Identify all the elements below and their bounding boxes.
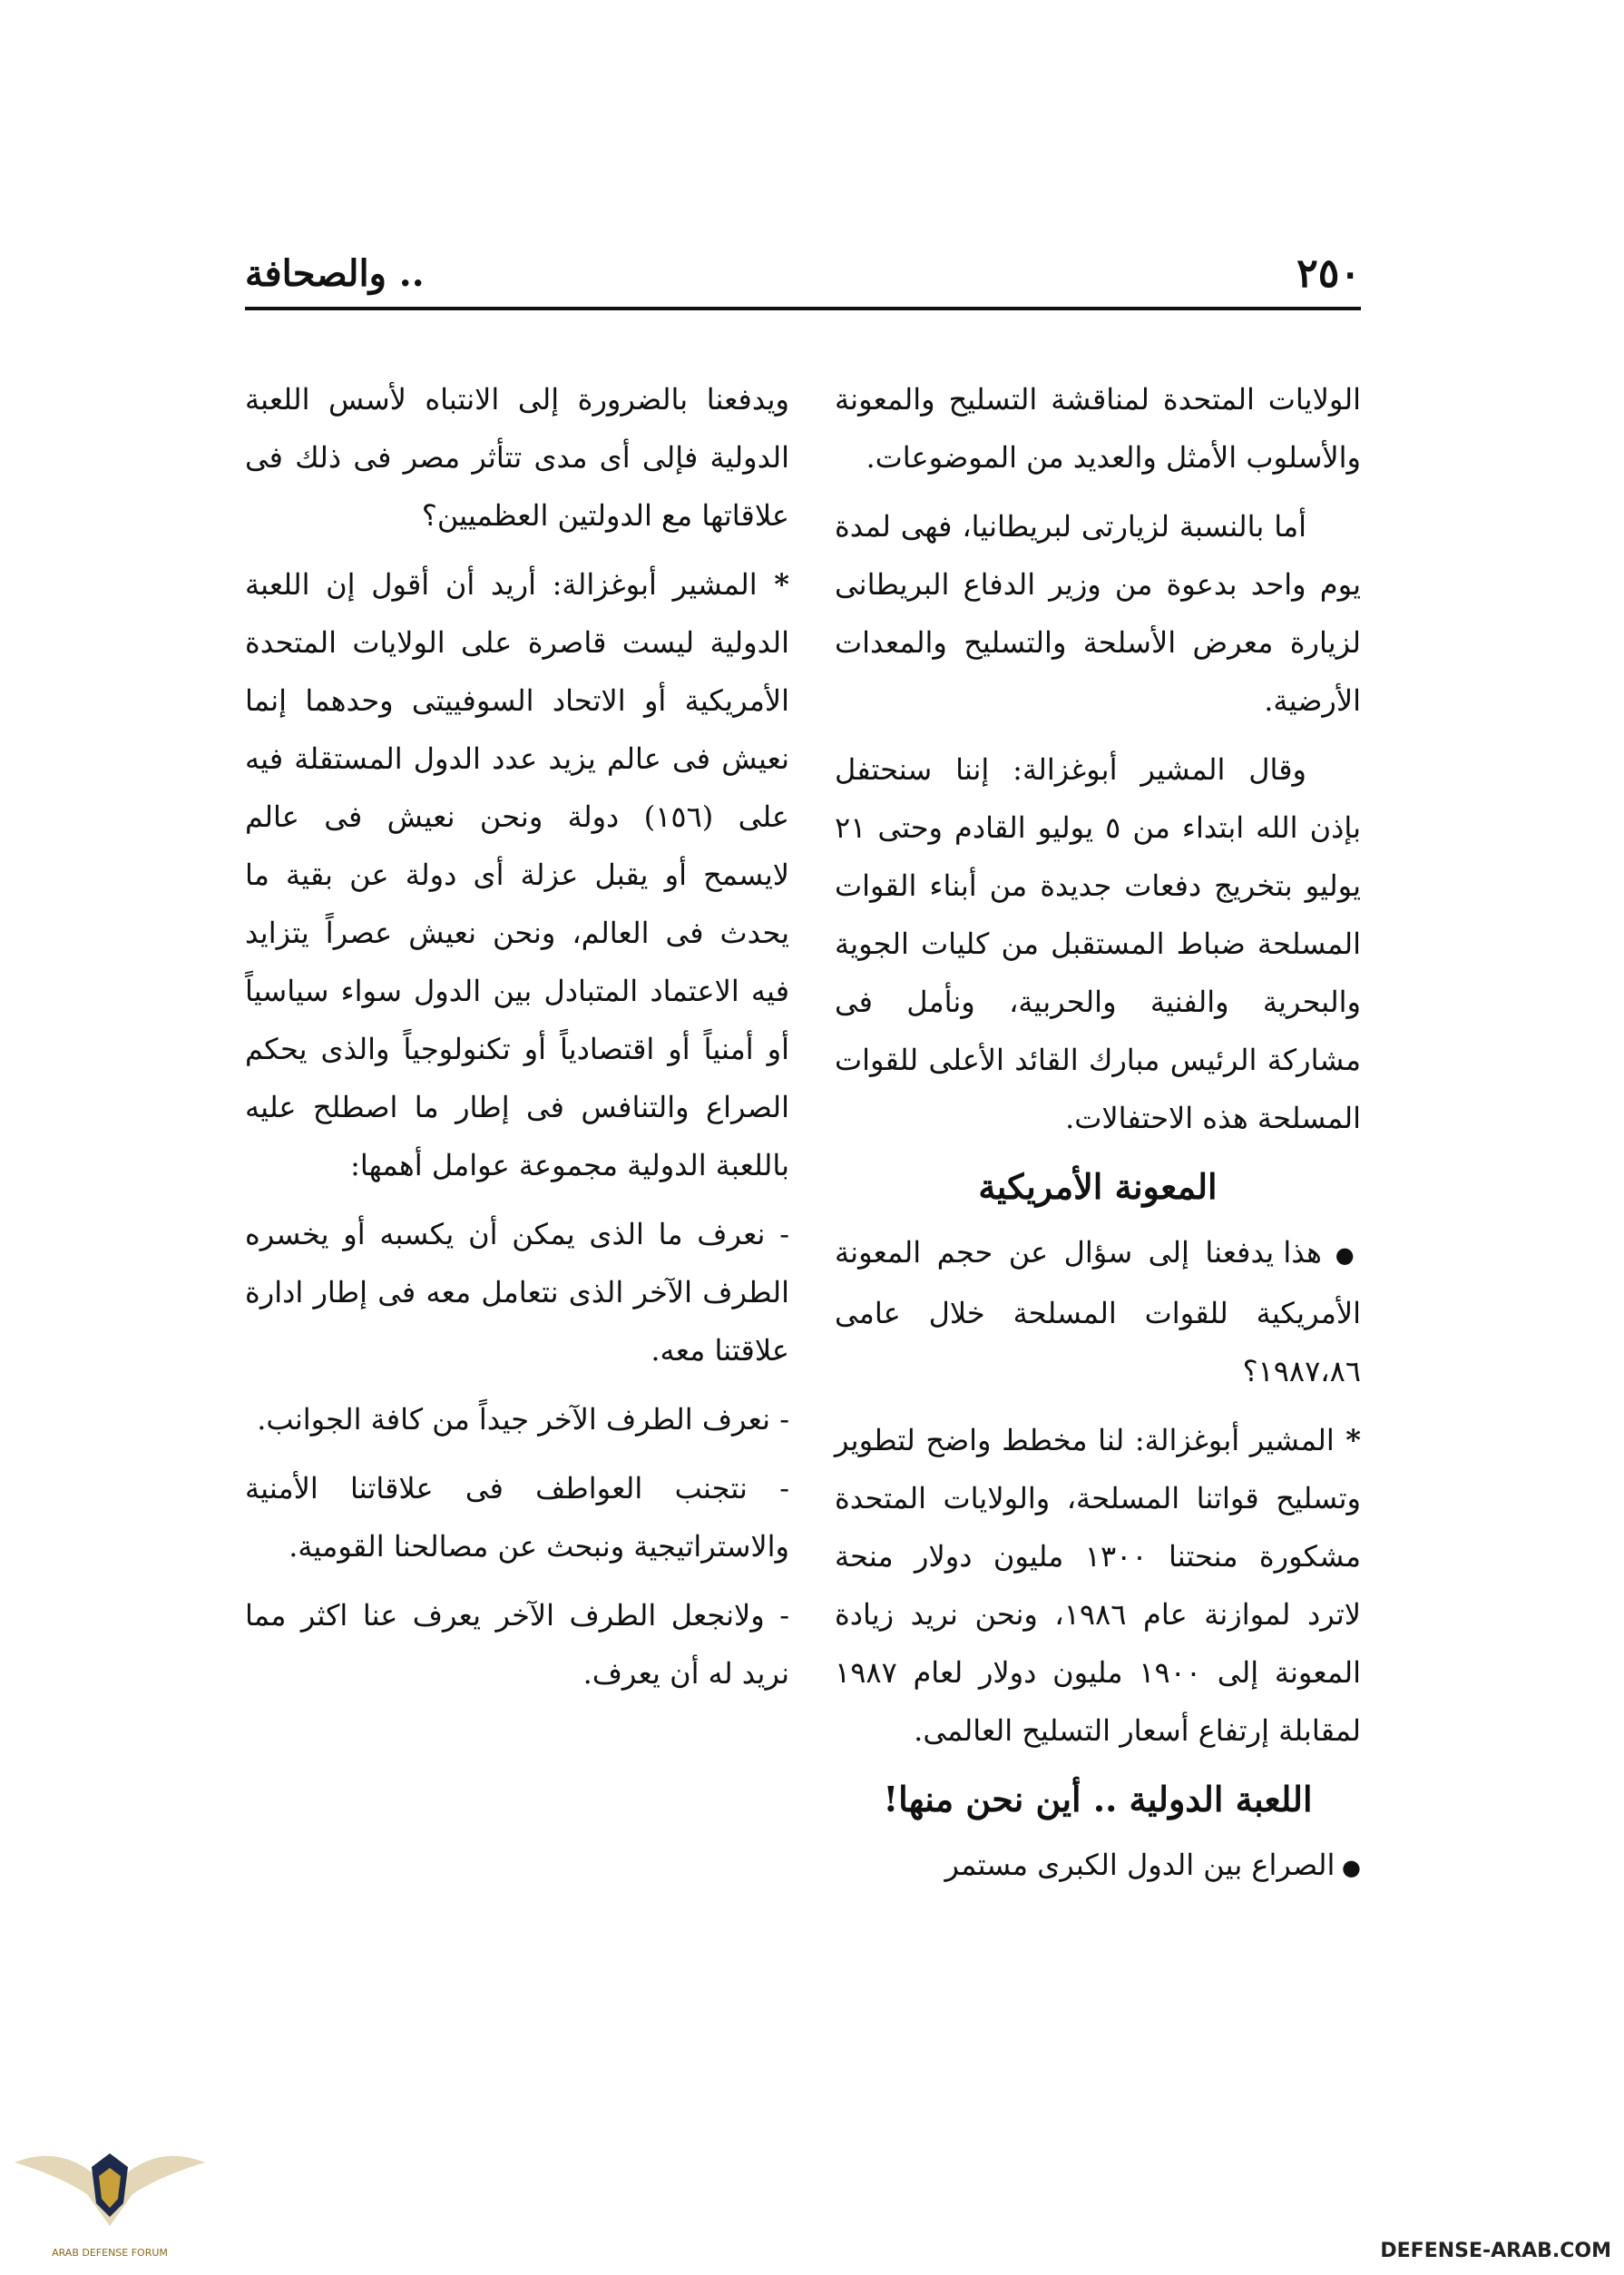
list-item: - ولانجعل الطرف الآخر يعرف عنا اكثر مما نريد له أن يعرف. (245, 1586, 789, 1702)
left-column (245, 370, 789, 1713)
list-item: - نعرف ما الذى يمكن أن يكسبه أو يخسره الطرف الآخر الذى نتعامل معه فى إطار ادارة علاقتنا معه. (245, 1205, 789, 1379)
list-item: - نتجنب العواطف فى علاقاتنا الأمنية والاستراتيجية ونبحث عن مصالحنا القومية. (245, 1459, 789, 1575)
page-header (245, 245, 1361, 310)
paragraph: وقال المشير أبوغزالة: إننا سنحتفل بإذن الله ابتداء من ٥ يوليو القادم وحتى ٢١ يوليو بتخريج دفعات جديدة من أبناء القوات المسلحة ضباط المستقبل من كليات الجوية والبحرية والفنية والحربية، ونأمل فى مشاركة الرئيس مبارك القائد الأعلى للقوات المسلحة هذه الاحتفالات. (835, 752, 1361, 1135)
answer: * المشير أبوغزالة: أريد أن أقول إن اللعبة الدولية ليست قاصرة على الولايات المتحدة الأمريكية أو الاتحاد السوفييتى وحدهما إنما نعيش فى عالم يزيد عدد الدول المستقلة فيه على (١٥٦) دولة ونحن نعيش فى عالم لايسمح أو يقبل عزلة أى دولة عن بقية ما يحدث فى العالم، ونحن نعيش عصراً يتزايد فيه الاعتماد المتبادل بين الدول سواء سياسياً أو أمنياً أو اقتصادياً أو تكنولوجياً والذى يحكم الصراع والتنافس فى إطار ما اصطلح عليه باللعبة الدولية مجموعة عوامل أهمها: (245, 555, 789, 1194)
page-number: ٢٥٠ (1296, 250, 1361, 297)
paragraph: أما بالنسبة لزيارتى لبريطانيا، فهى لمدة يوم واحد بدعوة من وزير الدفاع البريطانى لزيارة معرض الأسلحة والتسليح والمعدات الأرضية. (835, 509, 1361, 718)
running-head: .. والصحافة (245, 252, 425, 295)
question: ● الصراع بين الدول الكبرى مستمر (835, 1836, 1361, 1897)
list-item: - نعرف الطرف الآخر جيداً من كافة الجوانب. (245, 1390, 789, 1448)
site-url[interactable]: DEFENSE-ARAB.COM (1380, 2240, 1611, 2262)
section-heading: المعونة الأمريكية (978, 1166, 1218, 1207)
question: ● هذا يدفعنا إلى سؤال عن حجم المعونة الأمريكية للقوات المسلحة خلال عامى ١٩٨٧،٨٦؟ (835, 1223, 1361, 1400)
paragraph: الولايات المتحدة لمناقشة التسليح والمعونة والأسلوب الأمثل والعديد من الموضوعات. (835, 382, 1361, 475)
section-heading: اللعبة الدولية .. أين نحن منها! (883, 1779, 1313, 1819)
question-continued: ويدفعنا بالضرورة إلى الانتباه لأسس اللعبة الدولية فإلى أى مدى تتأثر مصر فى ذلك فى علاقاتها مع الدولتين العظميين؟ (245, 382, 789, 533)
eagle-icon (5, 2126, 214, 2244)
logo-text: ARAB DEFENSE FORUM (52, 2247, 168, 2259)
right-column (835, 370, 1361, 1907)
answer: * المشير أبوغزالة: لنا مخطط واضح لتطوير وتسليح قواتنا المسلحة، والولايات المتحدة مشكورة منحتنا ١٣٠٠ مليون دولار منحة لاترد لموازنة عام ١٩٨٦، ونحن نريد زيادة المعونة إلى ١٩٠٠ مليون دولار لعام ١٩٨٧ لمقابلة إرتفاع أسعار التسليح العالمى. (835, 1411, 1361, 1760)
forum-logo (5, 2126, 214, 2262)
